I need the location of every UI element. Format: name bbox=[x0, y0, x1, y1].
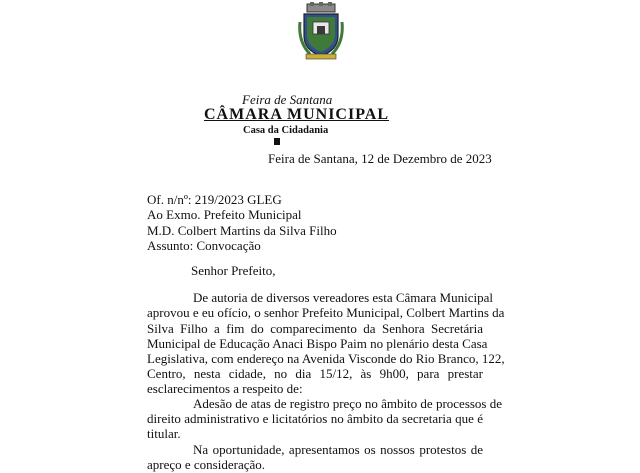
square-bullet-icon bbox=[274, 138, 280, 145]
chamber-title: CÂMARA MUNICIPAL bbox=[204, 106, 390, 123]
memo-subject: Assunto: Convocação bbox=[147, 238, 261, 253]
memo-recipient-name: M.D. Colbert Martins da Silva Filho bbox=[147, 223, 337, 238]
body-line: esclarecimentos a respeito de: bbox=[147, 381, 303, 396]
municipal-crest-icon bbox=[298, 2, 344, 60]
body-line: De autoria de diversos vereadores esta Câmara Municipal bbox=[193, 290, 493, 305]
body-line: Silva Filho a fim do comparecimento da Senhora Secretária bbox=[147, 321, 483, 336]
chamber-subtitle: Casa da Cidadania bbox=[243, 125, 329, 136]
body-line: Legislativa, com endereço na Avenida Visconde do Rio Branco, 122, bbox=[147, 351, 505, 366]
city-name: Feira de Santana bbox=[242, 92, 333, 107]
body-line: aprovou e eu ofício, o senhor Prefeito Municipal, Colbert Martins da bbox=[147, 305, 505, 320]
body-line: direito administrativo e licitatórios no âmbito da secretaria que é bbox=[147, 411, 483, 426]
body-line: Centro, nesta cidade, no dia 15/12, às 9h00, para prestar bbox=[147, 366, 483, 381]
body-line: apreço e consideração. bbox=[147, 457, 266, 472]
date-line: Feira de Santana, 12 de Dezembro de 2023 bbox=[268, 151, 492, 166]
memo-recipient: Ao Exmo. Prefeito Municipal bbox=[147, 207, 302, 222]
body-line: Adesão de atas de registro preço no âmbito de processos de bbox=[193, 396, 503, 411]
memo-number: Of. n/nº: 219/2023 GLEG bbox=[147, 192, 282, 207]
body-line: Municipal de Educação Anaci Bispo Paim no plenário desta Casa bbox=[147, 336, 488, 351]
body-line: titular. bbox=[147, 426, 181, 441]
salutation: Senhor Prefeito, bbox=[191, 263, 276, 278]
body-line: Na oportunidade, apresentamos os nossos protestos de bbox=[193, 442, 483, 457]
